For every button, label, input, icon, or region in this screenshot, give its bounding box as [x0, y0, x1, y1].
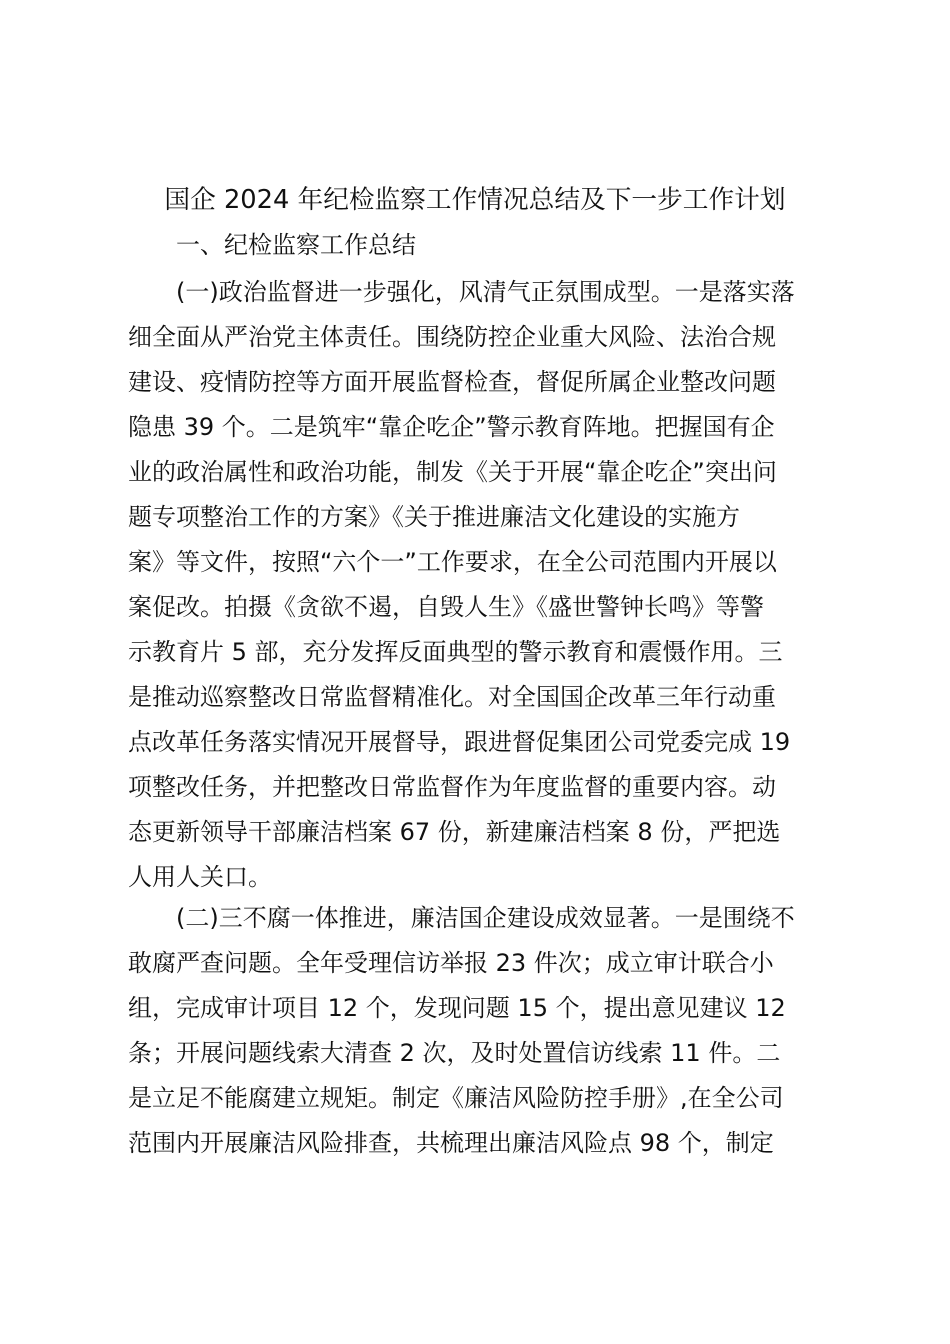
- paragraph-line: 示教育片 5 部，充分发挥反面典型的警示教育和震慑作用。三: [128, 638, 783, 666]
- paragraph-line: 项整改任务，并把整改日常监督作为年度监督的重要内容。动: [128, 773, 776, 801]
- paragraph-line: (一)政治监督进一步强化，风清气正氛围成型。一是落实落: [176, 278, 795, 306]
- paragraph-line: 案促改。拍摄《贪欲不遏，自毁人生》《盛世警钟长鸣》等警: [128, 593, 764, 621]
- document-title: 国企 2024 年纪检监察工作情况总结及下一步工作计划: [164, 185, 786, 215]
- paragraph-line: 建设、疫情防控等方面开展监督检查，督促所属企业整改问题: [128, 368, 776, 396]
- section-heading: 一、纪检监察工作总结: [176, 231, 416, 259]
- paragraph-line: 业的政治属性和政治功能，制发《关于开展“靠企吃企”突出问: [128, 458, 777, 486]
- paragraph-line: 点改革任务落实情况开展督导，跟进督促集团公司党委完成 19: [128, 728, 791, 756]
- paragraph-line: 案》等文件，按照“六个一”工作要求，在全公司范围内开展以: [128, 548, 777, 576]
- paragraph-line: (二)三不腐一体推进，廉洁国企建设成效显著。一是围绕不: [176, 904, 795, 932]
- paragraph-line: 题专项整治工作的方案》《关于推进廉洁文化建设的实施方: [128, 503, 740, 531]
- paragraph-line: 条；开展问题线索大清查 2 次，及时处置信访线索 11 件。二: [128, 1039, 781, 1067]
- paragraph-line: 是立足不能腐建立规矩。制定《廉洁风险防控手册》,在全公司: [128, 1084, 784, 1112]
- paragraph-line: 是推动巡察整改日常监督精准化。对全国国企改革三年行动重: [128, 683, 776, 711]
- paragraph-line: 范围内开展廉洁风险排查，共梳理出廉洁风险点 98 个，制定: [128, 1129, 774, 1157]
- paragraph-line: 态更新领导干部廉洁档案 67 份，新建廉洁档案 8 份，严把选: [128, 818, 781, 846]
- paragraph-line: 人用人关口。: [128, 863, 272, 891]
- paragraph-line: 隐患 39 个。二是筑牢“靠企吃企”警示教育阵地。把握国有企: [128, 413, 775, 441]
- paragraph-line: 组，完成审计项目 12 个，发现问题 15 个，提出意见建议 12: [128, 994, 786, 1022]
- paragraph-line: 敢腐严查问题。全年受理信访举报 23 件次；成立审计联合小: [128, 949, 774, 977]
- paragraph-line: 细全面从严治党主体责任。围绕防控企业重大风险、法治合规: [128, 323, 776, 351]
